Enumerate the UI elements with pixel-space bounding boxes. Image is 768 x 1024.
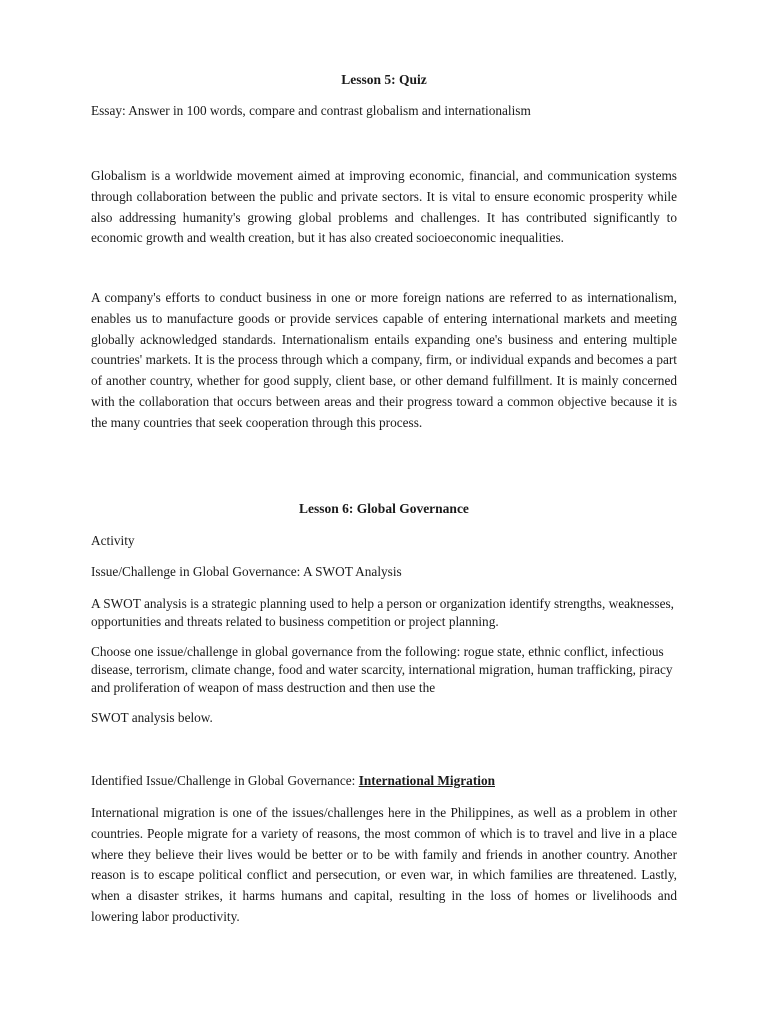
swot-definition: A SWOT analysis is a strategic planning used to help a person or organization identify strengths, weaknesses, opportunities and threats related to business competition or project planning. <box>91 596 674 629</box>
quiz-title: Lesson 5: Quiz <box>341 72 427 87</box>
instructions-paragraph: Choose one issue/challenge in global governance from the following: rogue state, ethnic conflict, infectious disease, terrorism, climate change, food and water scarcity, international migration, human trafficking, piracy and proliferation of weapon of mass destruction and then use the <box>91 644 673 695</box>
identified-issue-label: Identified Issue/Challenge in Global Governance: <box>91 773 359 788</box>
lesson6-title: Lesson 6: Global Governance <box>299 501 469 516</box>
activity-label: Activity <box>91 533 135 548</box>
identified-issue-line <box>91 773 677 789</box>
swot-subtitle: Issue/Challenge in Global Governance: A SWOT Analysis <box>91 564 402 579</box>
instructions-tail: SWOT analysis below. <box>91 710 213 725</box>
essay-prompt: Essay: Answer in 100 words, compare and contrast globalism and internationalism <box>91 103 531 118</box>
internationalism-paragraph: A company's efforts to conduct business in one or more foreign nations are referred to as internationalism, enables us to manufacture goods or provide services capable of entering international markets and meeting globally acknowledged standards. Internationalism entails expanding one's business and entering multiple countries' markets. It is the process through which a company, firm, or individual expands and becomes a part of another country, whether for good supply, client base, or other demand fulfillment. It is mainly concerned with the collaboration that occurs between areas and their progress toward a common objective because it is the many countries that seek cooperation through this process. <box>91 290 677 430</box>
globalism-paragraph: Globalism is a worldwide movement aimed at improving economic, financial, and communication systems through collaboration between the public and private sectors. It is vital to ensure economic prosperity while also addressing humanity's growing global problems and challenges. It has contributed significantly to economic growth and wealth creation, but it has also created socioeconomic inequalities. <box>91 168 677 246</box>
migration-paragraph: International migration is one of the issues/challenges here in the Philippines, as well as a problem in other countries. People migrate for a variety of reasons, the most common of which is to travel and live in a place where they believe their lives would be better or to be with family and friends in another country. Another reason is to escape political conflict and persecution, or even war, in which families are threatened. Lastly, when a disaster strikes, it harms humans and capital, resulting in the loss of homes or livelihoods and lowering labor productivity. <box>91 805 677 924</box>
identified-issue-value: International Migration <box>358 773 495 788</box>
